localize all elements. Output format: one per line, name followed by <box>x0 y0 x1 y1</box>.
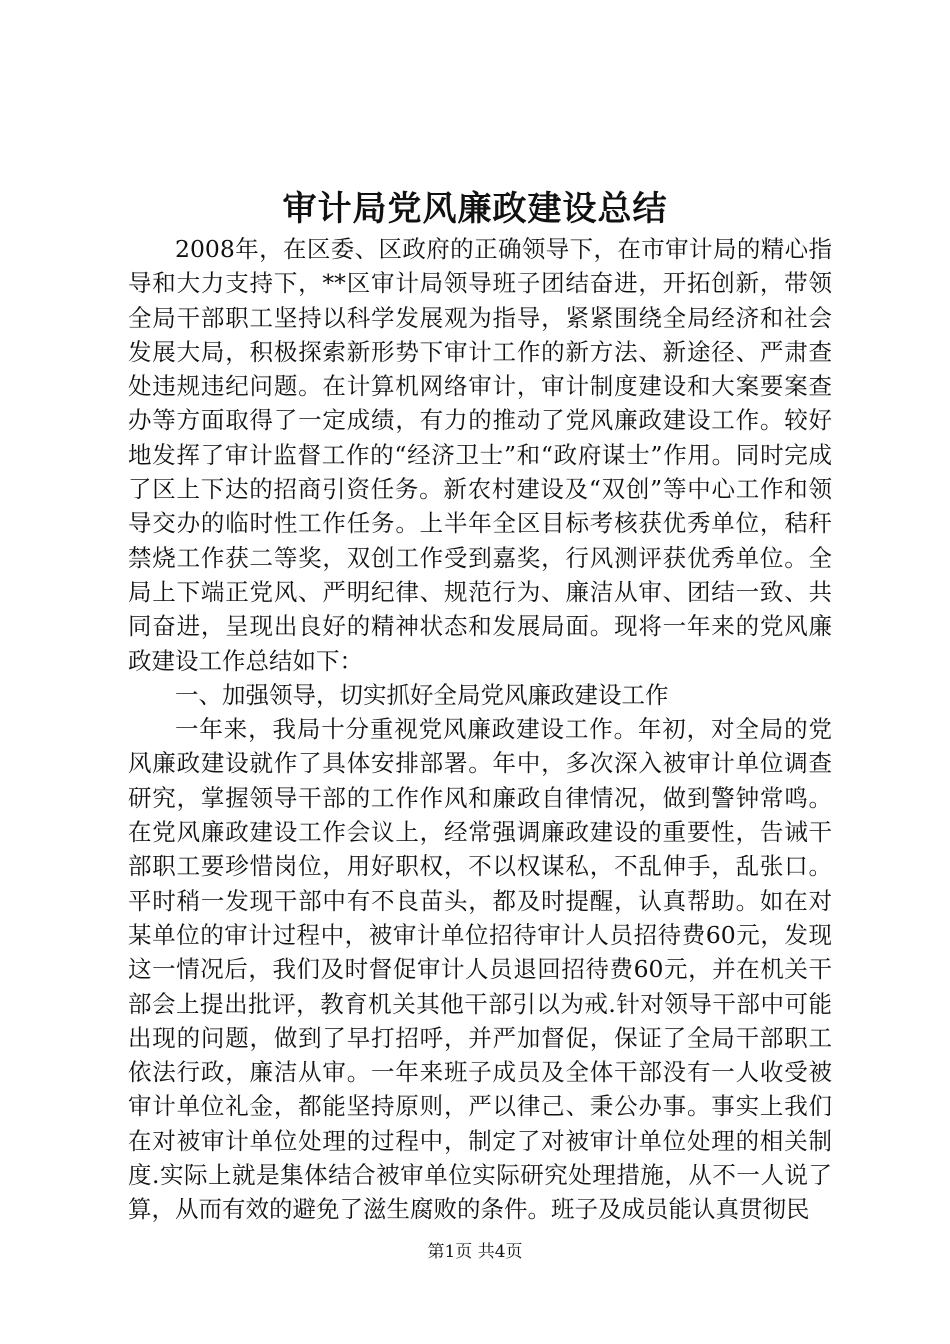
document-title: 审计局党风廉政建设总结 <box>282 189 668 229</box>
document-body <box>128 232 832 1227</box>
section-heading-1: 一、加强领导，切实抓好全局党风廉政建设工作 <box>175 680 669 709</box>
page-number-footer: 第1页 共4页 <box>427 1242 523 1262</box>
intro-paragraph: 2008年，在区委、区政府的正确领导下，在市审计局的精心指导和大力支持下，**区审计局领导班子团结奋进，开拓创新，带领全局干部职工坚持以科学发展观为指导，紧紧围绕全局经济和社会发展大局，积极探索新形势下审计工作的新方法、新途径、严肃查处违规违纪问题。在计算机网络审计，审计制度建设和大案要案查办等方面取得了一定成绩，有力的推动了党风廉政建设工作。较好地发挥了审计监督工作的“经济卫士”和“政府谋士”作用。同时完成了区上下达的招商引资任务。新农村建设及“双创”等中心工作和领导交办的临时性工作任务。上半年全区目标考核获优秀单位，秸秆禁烧工作获二等奖，双创工作受到嘉奖，行风测评获优秀单位。全局上下端正党风、严明纪律、规范行为、廉洁从审、团结一致、共同奋进，呈现出良好的精神状态和发展局面。现将一年来的党风廉政建设工作总结如下： <box>128 235 832 675</box>
section-1-paragraph: 一年来，我局十分重视党风廉政建设工作。年初，对全局的党风廉政建设就作了具体安排部署。年中，多次深入被审计单位调查研究，掌握领导干部的工作作风和廉政自律情况，做到警钟常鸣。在党风廉政建设工作会议上，经常强调廉政建设的重要性，告诫干部职工要珍惜岗位，用好职权，不以权谋私，不乱伸手，乱张口。平时稍一发现干部中有不良苗头，都及时提醒，认真帮助。如在对某单位的审计过程中，被审计单位招待审计人员招待费60元，发现这一情况后，我们及时督促审计人员退回招待费60元，并在机关干部会上提出批评，教育机关其他干部引以为戒.针对领导干部中可能出现的问题，做到了早打招呼，并严加督促，保证了全局干部职工依法行政，廉洁从审。一年来班子成员及全体干部没有一人收受被审计单位礼金，都能坚持原则，严以律己、秉公办事。事实上我们在对被审计单位处理的过程中，制定了对被审计单位处理的相关制度.实际上就是集体结合被审单位实际研究处理措施，从不一人说了算，从而有效的避免了滋生腐败的条件。班子及成员能认真贯彻民 <box>128 715 832 1224</box>
